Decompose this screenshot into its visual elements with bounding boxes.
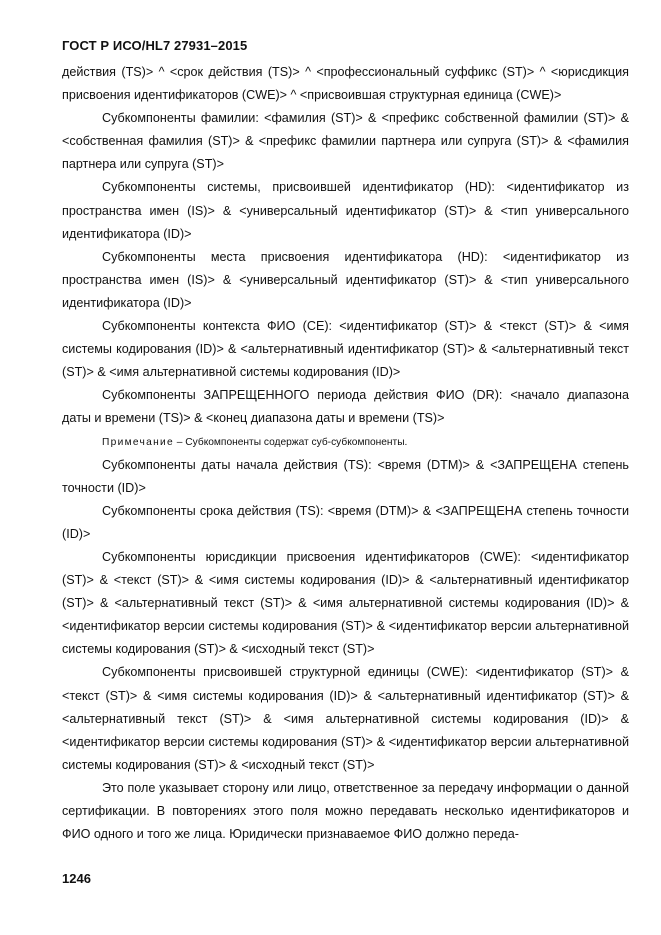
document-header: ГОСТ Р ИСО/HL7 27931–2015 bbox=[62, 38, 248, 53]
paragraph-expiration-date-subcomponents: Субкомпоненты срока действия (TS): <время (DTM)> & <ЗАПРЕЩЕНА степень точности (ID)> bbox=[62, 503, 629, 541]
note-label: Примечание bbox=[102, 436, 174, 448]
paragraph-field-description: Это поле указывает сторону или лицо, ответственное за передачу информации о данной сертификации. В повторениях этого поля можно передавать несколько идентификаторов и ФИО одного и того же лица. Юридически признаваемое ФИО должно переда- bbox=[62, 780, 629, 842]
paragraph-name-context-subcomponents: Субкомпоненты контекста ФИО (CE): <идентификатор (ST)> & <текст (ST)> & <имя системы кодирования (ID)> & <альтернативный идентификатор (ST)> & <альтернативный текст (ST)> & <имя альтернативной системы кодирования (ID)> bbox=[62, 319, 629, 380]
document-body bbox=[62, 61, 629, 846]
paragraph-name-validity-range-subcomponents: Субкомпоненты ЗАПРЕЩЕННОГО периода действия ФИО (DR): <начало диапазона даты и времени (TS)> & <конец диапазона даты и времени (TS)> bbox=[62, 388, 629, 426]
note-text: – Субкомпоненты содержат суб-субкомпоненты. bbox=[173, 436, 408, 448]
paragraph-start-date-subcomponents: Субкомпоненты даты начала действия (TS): <время (DTM)> & <ЗАПРЕЩЕНА степень точности (ID)> bbox=[62, 457, 629, 495]
paragraph-assigning-place-subcomponents: Субкомпоненты места присвоения идентификатора (HD): <идентификатор из пространства имен (IS)> & <универсальный идентификатор (ST)> & <тип универсального идентификатора (ID)> bbox=[62, 249, 629, 310]
page-number: 1246 bbox=[62, 871, 91, 886]
paragraph-assigning-system-subcomponents: Субкомпоненты системы, присвоившей идентификатор (HD): <идентификатор из пространства имен (IS)> & <универсальный идентификатор (ST)> & <тип универсального идентификатора (ID)> bbox=[62, 180, 629, 241]
paragraph-assigning-unit-subcomponents: Субкомпоненты присвоившей структурной единицы (CWE): <идентификатор (ST)> & <текст (ST)> & <имя системы кодирования (ID)> & <альтернативный идентификатор (ST)> & <альтернативный текст (ST)> & <имя альтернативной системы кодирования (ID)> & <идентификатор версии системы кодирования (ST)> & <идентификатор версии альтернативной системы кодирования (ST)> & <исходный текст (ST)> bbox=[62, 665, 629, 772]
paragraph-surname-subcomponents: Субкомпоненты фамилии: <фамилия (ST)> & <префикс собственной фамилии (ST)> & <собственная фамилия (ST)> & <префикс фамилии партнера или супруга (ST)> & <фамилия партнера или супруга (ST)> bbox=[62, 111, 629, 172]
paragraph-jurisdiction-subcomponents: Субкомпоненты юрисдикции присвоения идентификаторов (CWE): <идентификатор (ST)> & <текст (ST)> & <имя системы кодирования (ID)> & <альтернативный идентификатор (ST)> & <альтернативный текст (ST)> & <имя альтернативной системы кодирования (ID)> & <идентификатор версии системы кодирования (ST)> & <идентификатор версии альтернативной системы кодирования (ST)> & <исходный текст (ST)> bbox=[62, 549, 629, 657]
paragraph-continuation: действия (TS)> ^ <срок действия (TS)> ^ <профессиональный суффикс (ST)> ^ <юрисдикция присвоения идентификаторов (CWE)> ^ <присвоившая структурная единица (CWE)> bbox=[62, 65, 629, 103]
note bbox=[62, 431, 629, 454]
